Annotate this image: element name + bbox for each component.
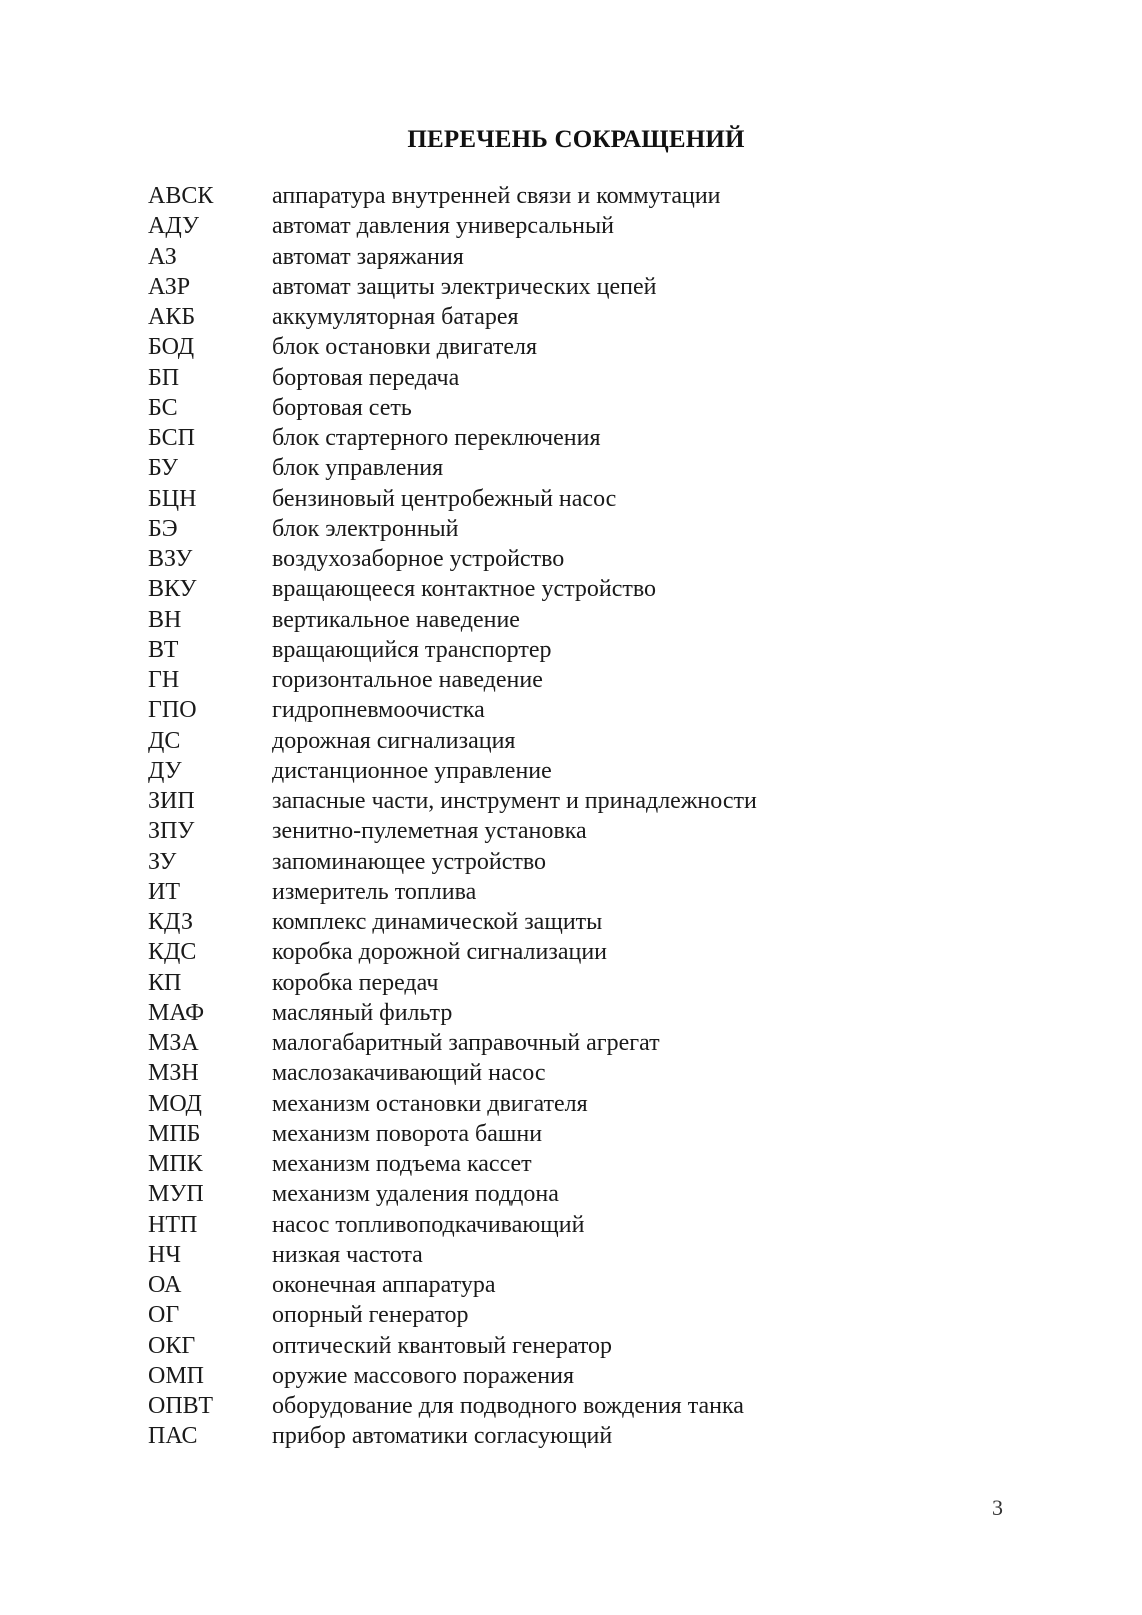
abbreviation-term: МОД bbox=[148, 1090, 202, 1117]
abbreviation-term: БЭ bbox=[148, 515, 178, 542]
abbreviation-term: НЧ bbox=[148, 1241, 181, 1268]
abbreviation-term: ГН bbox=[148, 667, 180, 693]
abbreviation-row bbox=[148, 1028, 1048, 1058]
abbreviation-term: АКБ bbox=[148, 304, 196, 330]
abbreviation-row bbox=[148, 272, 1048, 302]
abbreviation-row bbox=[148, 453, 1048, 483]
abbreviation-term: МПБ bbox=[148, 1120, 201, 1147]
abbreviation-definition: дорожная сигнализация bbox=[272, 727, 516, 754]
abbreviation-definition: зенитно-пулеметная установка bbox=[272, 818, 587, 845]
abbreviation-definition: блок электронный bbox=[272, 515, 459, 542]
abbreviation-term: КП bbox=[148, 969, 182, 996]
abbreviation-row bbox=[148, 393, 1048, 423]
abbreviation-definition: оптический квантовый генератор bbox=[272, 1332, 613, 1359]
abbreviation-definition: механизм удаления поддона bbox=[272, 1181, 559, 1208]
abbreviation-definition: воздухозаборное устройство bbox=[272, 546, 565, 572]
abbreviation-term: ДС bbox=[148, 727, 181, 754]
abbreviation-term: ОГ bbox=[148, 1302, 180, 1329]
abbreviation-definition: оружие массового поражения bbox=[272, 1362, 574, 1389]
page-title: ПЕРЕЧЕНЬ СОКРАЩЕНИЙ bbox=[407, 126, 745, 153]
abbreviation-row bbox=[148, 756, 1048, 786]
abbreviation-row bbox=[148, 1058, 1048, 1088]
abbreviation-row bbox=[148, 211, 1048, 241]
abbreviation-definition: масляный фильтр bbox=[272, 999, 453, 1026]
abbreviation-definition: горизонтальное наведение bbox=[272, 667, 543, 693]
abbreviation-term: АДУ bbox=[148, 213, 199, 240]
abbreviation-row bbox=[148, 1210, 1048, 1240]
abbreviation-definition: прибор автоматики согласующий bbox=[272, 1423, 613, 1450]
abbreviation-row bbox=[148, 877, 1048, 907]
abbreviation-row bbox=[148, 847, 1048, 877]
abbreviation-row bbox=[148, 907, 1048, 937]
abbreviation-term: ОПВТ bbox=[148, 1393, 214, 1419]
abbreviation-definition: оконечная аппаратура bbox=[272, 1272, 496, 1298]
abbreviation-definition: опорный генератор bbox=[272, 1302, 469, 1329]
abbreviation-term: ИТ bbox=[148, 878, 180, 905]
abbreviation-term: ГПО bbox=[148, 697, 197, 724]
abbreviation-definition: гидропневмоочистка bbox=[272, 697, 485, 724]
abbreviation-definition: бензиновый центробежный насос bbox=[272, 485, 617, 512]
abbreviation-row bbox=[148, 514, 1048, 544]
abbreviation-row bbox=[148, 332, 1048, 362]
abbreviation-row bbox=[148, 544, 1048, 574]
abbreviation-definition: малогабаритный заправочный агрегат bbox=[272, 1030, 660, 1056]
abbreviation-definition: автомат давления универсальный bbox=[272, 213, 614, 240]
abbreviation-row bbox=[148, 1179, 1048, 1209]
abbreviation-definition: автомат заряжания bbox=[272, 243, 464, 270]
abbreviation-term: ДУ bbox=[148, 757, 182, 784]
abbreviation-row bbox=[148, 1391, 1048, 1421]
abbreviation-row bbox=[148, 1300, 1048, 1330]
abbreviation-row bbox=[148, 181, 1048, 211]
abbreviation-term: БСП bbox=[148, 425, 195, 451]
abbreviation-definition: дистанционное управление bbox=[272, 757, 552, 784]
abbreviation-row bbox=[148, 574, 1048, 604]
abbreviation-row bbox=[148, 816, 1048, 846]
abbreviation-row bbox=[148, 786, 1048, 816]
abbreviation-term: ЗИП bbox=[148, 788, 195, 814]
abbreviation-term: МПК bbox=[148, 1151, 203, 1177]
abbreviation-term: БУ bbox=[148, 455, 178, 482]
abbreviation-row bbox=[148, 1240, 1048, 1270]
abbreviation-row bbox=[148, 484, 1048, 514]
abbreviation-definition: блок стартерного переключения bbox=[272, 425, 601, 451]
abbreviation-row bbox=[148, 1119, 1048, 1149]
abbreviation-term: БП bbox=[148, 364, 180, 391]
abbreviation-term: МАФ bbox=[148, 999, 205, 1026]
abbreviation-row bbox=[148, 968, 1048, 998]
abbreviation-term: БОД bbox=[148, 334, 195, 361]
abbreviation-definition: вертикальное наведение bbox=[272, 606, 520, 633]
abbreviation-definition: насос топливоподкачивающий bbox=[272, 1211, 585, 1238]
abbreviation-definition: вращающееся контактное устройство bbox=[272, 576, 657, 603]
abbreviation-row bbox=[148, 605, 1048, 635]
abbreviation-list bbox=[148, 181, 1048, 1452]
abbreviation-definition: блок управления bbox=[272, 455, 444, 482]
abbreviation-row bbox=[148, 998, 1048, 1028]
abbreviation-definition: измеритель топлива bbox=[272, 878, 477, 905]
abbreviation-definition: автомат защиты электрических цепей bbox=[272, 273, 657, 300]
abbreviation-definition: низкая частота bbox=[272, 1241, 423, 1268]
abbreviation-row bbox=[148, 302, 1048, 332]
abbreviation-row bbox=[148, 242, 1048, 272]
abbreviation-term: ОА bbox=[148, 1272, 182, 1298]
abbreviation-definition: оборудование для подводного вождения танка bbox=[272, 1393, 744, 1419]
abbreviation-term: АЗР bbox=[148, 273, 191, 300]
abbreviation-row bbox=[148, 726, 1048, 756]
abbreviation-row bbox=[148, 423, 1048, 453]
abbreviation-definition: блок остановки двигателя bbox=[272, 334, 538, 361]
abbreviation-definition: механизм подъема кассет bbox=[272, 1151, 532, 1177]
abbreviation-definition: запоминающее устройство bbox=[272, 848, 547, 875]
abbreviation-term: ВТ bbox=[148, 636, 179, 663]
abbreviation-term: ОМП bbox=[148, 1362, 205, 1389]
abbreviation-definition: комплекс динамической защиты bbox=[272, 909, 603, 935]
abbreviation-term: НТП bbox=[148, 1211, 198, 1238]
abbreviation-definition: маслозакачивающий насос bbox=[272, 1060, 546, 1087]
abbreviation-term: БЦН bbox=[148, 485, 197, 512]
abbreviation-term: БС bbox=[148, 394, 178, 421]
abbreviation-row bbox=[148, 635, 1048, 665]
abbreviation-term: КДЗ bbox=[148, 909, 193, 935]
abbreviation-term: МЗА bbox=[148, 1030, 199, 1056]
abbreviation-term: ВН bbox=[148, 606, 182, 633]
abbreviation-definition: вращающийся транспортер bbox=[272, 636, 552, 663]
abbreviation-definition: запасные части, инструмент и принадлежности bbox=[272, 788, 757, 814]
abbreviation-term: МЗН bbox=[148, 1060, 199, 1087]
abbreviation-row bbox=[148, 1361, 1048, 1391]
abbreviation-row bbox=[148, 1149, 1048, 1179]
abbreviation-definition: аккумуляторная батарея bbox=[272, 304, 519, 330]
abbreviation-definition: механизм остановки двигателя bbox=[272, 1090, 588, 1117]
abbreviation-definition: механизм поворота башни bbox=[272, 1120, 543, 1147]
abbreviation-term: КДС bbox=[148, 939, 197, 966]
abbreviation-definition: бортовая сеть bbox=[272, 394, 412, 421]
abbreviation-definition: аппаратура внутренней связи и коммутации bbox=[272, 183, 721, 209]
page-number: 3 bbox=[992, 1495, 1003, 1520]
abbreviation-term: АЗ bbox=[148, 243, 177, 270]
abbreviation-term: АВСК bbox=[148, 183, 214, 209]
abbreviation-term: ЗПУ bbox=[148, 818, 195, 845]
abbreviation-row bbox=[148, 1421, 1048, 1451]
abbreviation-definition: коробка дорожной сигнализации bbox=[272, 939, 608, 966]
abbreviation-definition: коробка передач bbox=[272, 969, 439, 996]
abbreviation-term: ВЗУ bbox=[148, 546, 193, 572]
abbreviation-term: ЗУ bbox=[148, 848, 177, 875]
abbreviation-row bbox=[148, 1270, 1048, 1300]
abbreviation-definition: бортовая передача bbox=[272, 364, 460, 391]
abbreviation-row bbox=[148, 1331, 1048, 1361]
abbreviation-term: ОКГ bbox=[148, 1332, 196, 1359]
abbreviation-row bbox=[148, 363, 1048, 393]
abbreviation-row bbox=[148, 937, 1048, 967]
abbreviation-term: МУП bbox=[148, 1181, 204, 1208]
abbreviation-row bbox=[148, 695, 1048, 725]
abbreviation-term: ПАС bbox=[148, 1423, 198, 1450]
abbreviation-row bbox=[148, 1089, 1048, 1119]
abbreviation-row bbox=[148, 665, 1048, 695]
abbreviation-term: ВКУ bbox=[148, 576, 197, 603]
